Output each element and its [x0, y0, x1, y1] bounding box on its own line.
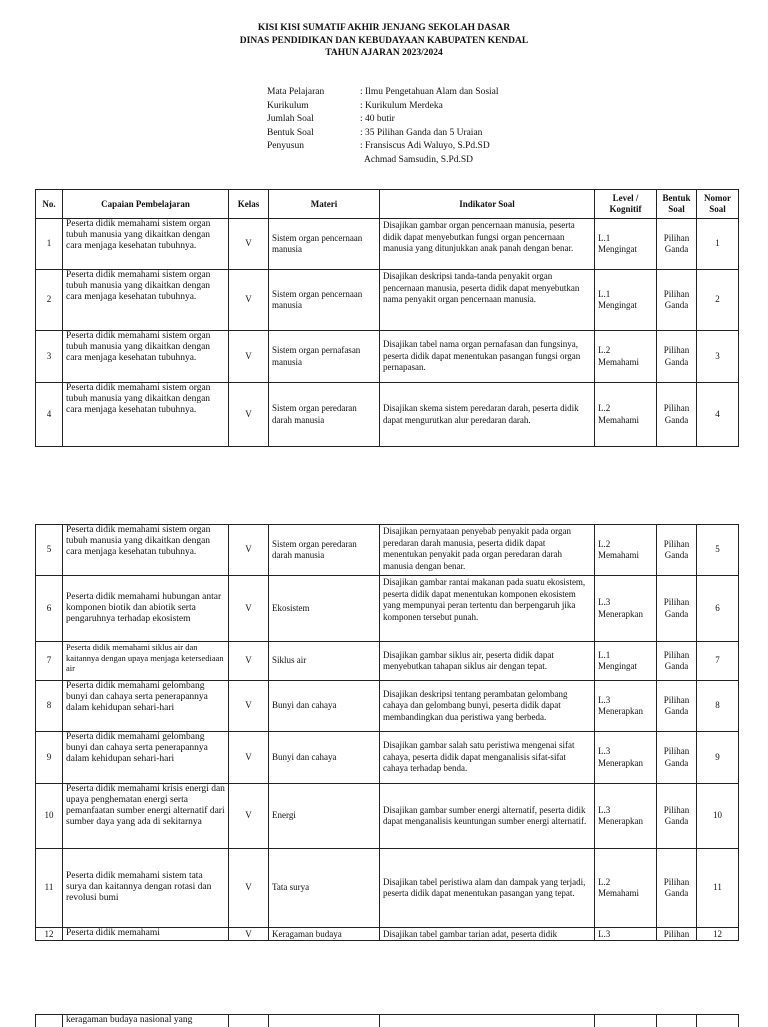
- table-row: [36, 928, 739, 941]
- cell-level-code: L.2: [598, 538, 611, 549]
- cell-level-code: L.3: [598, 694, 611, 705]
- cell-bentuk-line2: Ganda: [664, 608, 689, 619]
- cell-level: [595, 642, 657, 681]
- cell-nomor: 6: [697, 576, 739, 642]
- cell-capaian: Peserta didik memahami sistem organ tubuh manusia yang dikaitkan dengan cara menjaga kesehatan tubuhnya.: [63, 270, 229, 331]
- cell-materi: Tata surya: [269, 849, 380, 928]
- cell-bentuk: [657, 1015, 697, 1027]
- cell-bentuk: [657, 219, 697, 270]
- kisi-kisi-table: [35, 189, 739, 447]
- cell-materi: Bunyi dan cahaya: [269, 681, 380, 732]
- cell-materi: Sistem organ peredaran darah manusia: [269, 525, 380, 576]
- cell-level-code: L.1: [598, 288, 611, 299]
- col-header-kelas: Kelas: [229, 190, 269, 219]
- cell-level-name: Menerapkan: [598, 757, 643, 768]
- table-row: [36, 331, 739, 383]
- cell-level: [595, 576, 657, 642]
- cell-nomor: 4: [697, 383, 739, 447]
- table-row: [36, 383, 739, 447]
- cell-bentuk-line1: Pilihan: [663, 538, 690, 549]
- cell-capaian: Peserta didik memahami sistem organ tubuh manusia yang dikaitkan dengan cara menjaga kesehatan tubuhnya.: [63, 383, 229, 447]
- cell-indikator: Disajikan gambar sumber energi alternatif, peserta didik dapat menganalisis keuntungan sumber energi alternatif.: [380, 784, 595, 849]
- cell-materi: Ekosistem: [269, 576, 380, 642]
- cell-level-name: Memahami: [598, 550, 639, 560]
- info-row: [267, 100, 499, 114]
- cell-materi: Siklus air: [269, 642, 380, 681]
- col-header-materi: Materi: [269, 190, 380, 219]
- table-row: [36, 849, 739, 928]
- cell-indikator: Disajikan gambar organ pencernaan manusia, peserta didik dapat menyebutkan fungsi organ pencernaan manusia yang ditunjukkan anak panah dengan benar.: [380, 219, 595, 270]
- cell-nomor: 5: [697, 525, 739, 576]
- col-header-nomor-line1: Nomor: [704, 193, 731, 203]
- cell-capaian: Peserta didik memahami gelombang bunyi dan cahaya serta penerapannya dalam kehidupan sehari-hari: [63, 732, 229, 784]
- info-value-continued: Achmad Samsudin, S.Pd.SD: [364, 154, 473, 165]
- document-header: [0, 22, 768, 60]
- info-label: Mata Pelajaran: [267, 87, 325, 97]
- cell-level-code: L.2: [598, 403, 611, 413]
- cell-bentuk-line2: Ganda: [664, 661, 689, 671]
- cell-bentuk-line2: Ganda: [664, 757, 689, 768]
- cell-bentuk-line1: Pilihan: [663, 597, 690, 607]
- cell-indikator: Disajikan skema sistem peredaran darah, peserta didik dapat mengurutkan alur peredaran darah.: [380, 383, 595, 447]
- cell-bentuk: [657, 642, 697, 681]
- cell-level: [595, 383, 657, 447]
- cell-level-code: L.3: [598, 804, 611, 815]
- cell-no: 4: [36, 383, 63, 447]
- cell-nomor: 12: [697, 928, 739, 941]
- cell-capaian: Peserta didik memahami sistem organ tubuh manusia yang dikaitkan dengan cara menjaga kesehatan tubuhnya.: [63, 525, 229, 576]
- cell-level: [595, 681, 657, 732]
- col-header-indikator: Indikator Soal: [380, 190, 595, 219]
- cell-no: 7: [36, 642, 63, 681]
- info-value: : Ilmu Pengetahuan Alam dan Sosial: [360, 87, 499, 97]
- cell-kelas: V: [229, 642, 269, 681]
- cell-level: [595, 849, 657, 928]
- cell-materi: Sistem organ pencernaan manusia: [269, 219, 380, 270]
- table-row: [36, 784, 739, 849]
- info-label: Penyusun: [267, 141, 304, 151]
- cell-level-name: Memahami: [598, 414, 639, 425]
- cell-nomor: 3: [697, 331, 739, 383]
- cell-kelas: V: [229, 383, 269, 447]
- cell-bentuk-line1: Pilihan: [663, 345, 690, 355]
- kisi-kisi-table-next-page: [35, 1014, 739, 1027]
- cell-level-name: Menerapkan: [598, 608, 643, 619]
- cell-bentuk-line2: Ganda: [664, 414, 689, 425]
- cell-level-code: L.3: [598, 746, 611, 756]
- cell-no: 1: [36, 219, 63, 270]
- cell-no: 11: [36, 849, 63, 928]
- cell-bentuk: [657, 270, 697, 331]
- info-label: Kurikulum: [267, 100, 309, 111]
- cell-level: [595, 1015, 657, 1027]
- cell-no: 12: [36, 928, 63, 941]
- cell-nomor: 2: [697, 270, 739, 331]
- cell-materi: Sistem organ peredaran darah manusia: [269, 383, 380, 447]
- cell-kelas: V: [229, 928, 269, 941]
- cell-level: [595, 525, 657, 576]
- cell-nomor: 1: [697, 219, 739, 270]
- cell-indikator: Disajikan deskripsi tanda-tanda penyakit organ pencernaan manusia, peserta didik dapat menyebutkan nama penyakit organ pencernaan manusia.: [380, 270, 595, 331]
- cell-bentuk-line1: Pilihan: [663, 928, 690, 939]
- info-label: Jumlah Soal: [267, 114, 314, 124]
- cell-capaian: keragaman budaya nasional yang: [63, 1015, 229, 1027]
- cell-level-code: L.2: [598, 345, 611, 355]
- cell-no: 3: [36, 331, 63, 383]
- cell-level-name: Menerapkan: [598, 706, 643, 716]
- cell-indikator: Disajikan deskripsi tentang perambatan gelombang cahaya dan gelombang bunyi, peserta didik dapat membandingkan dua peristiwa yang berbeda.: [380, 681, 595, 732]
- cell-kelas: V: [229, 732, 269, 784]
- cell-indikator: Disajikan tabel nama organ pernafasan dan fungsinya, peserta didik dapat menentukan pasangan fungsi organ pernapasan.: [380, 331, 595, 383]
- cell-materi: Keragaman budaya: [269, 928, 380, 941]
- cell-kelas: V: [229, 576, 269, 642]
- col-header-nomor-line2: Soal: [709, 204, 726, 214]
- info-row: [267, 86, 499, 100]
- cell-indikator: [380, 1015, 595, 1027]
- cell-bentuk-line2: Ganda: [664, 706, 689, 716]
- cell-bentuk-line2: Ganda: [664, 550, 689, 560]
- col-header-bentuk-line2: Soal: [668, 204, 685, 214]
- cell-kelas: V: [229, 219, 269, 270]
- cell-kelas: [229, 1015, 269, 1027]
- cell-capaian: Peserta didik memahami siklus air dan kaitannya dengan upaya menjaga ketersediaan air: [63, 642, 229, 681]
- cell-nomor: 7: [697, 642, 739, 681]
- cell-no: 6: [36, 576, 63, 642]
- cell-kelas: V: [229, 681, 269, 732]
- table-row: [36, 681, 739, 732]
- cell-kelas: V: [229, 849, 269, 928]
- cell-bentuk-line1: Pilihan: [663, 804, 690, 815]
- info-value: : Fransiscus Adi Waluyo, S.Pd.SD: [360, 141, 490, 151]
- cell-level-name: Mengingat: [598, 300, 637, 310]
- cell-capaian: Peserta didik memahami: [63, 928, 229, 941]
- cell-bentuk: [657, 681, 697, 732]
- cell-materi: Sistem organ pernafasan manusia: [269, 331, 380, 383]
- cell-nomor: 9: [697, 732, 739, 784]
- cell-bentuk-line1: Pilihan: [663, 876, 690, 887]
- col-header-bentuk: [657, 190, 697, 219]
- cell-materi: [269, 1015, 380, 1027]
- cell-level-code: L.2: [598, 876, 611, 887]
- col-header-level-line2: Kognitif: [609, 204, 642, 214]
- cell-bentuk: [657, 849, 697, 928]
- cell-bentuk-line2: Ganda: [664, 300, 689, 310]
- info-value: : 40 butir: [360, 114, 395, 124]
- table-row: [36, 525, 739, 576]
- cell-bentuk: [657, 383, 697, 447]
- cell-nomor: 8: [697, 681, 739, 732]
- table-header-row: [36, 190, 739, 219]
- document-info: [267, 86, 499, 167]
- cell-no: 9: [36, 732, 63, 784]
- cell-kelas: V: [229, 525, 269, 576]
- cell-bentuk-line1: Pilihan: [663, 694, 690, 705]
- table-row: [36, 1015, 739, 1027]
- header-title: KISI KISI SUMATIF AKHIR JENJANG SEKOLAH DASAR: [257, 23, 511, 33]
- cell-indikator: Disajikan tabel gambar tarian adat, peserta didik: [380, 928, 595, 941]
- cell-indikator: Disajikan pernyataan penyebab penyakit pada organ peredaran darah manusia, peserta didik dapat menentukan penyakit pada organ peredaran darah manusia dengan benar.: [380, 525, 595, 576]
- cell-bentuk: [657, 928, 697, 941]
- cell-bentuk: [657, 732, 697, 784]
- cell-kelas: V: [229, 270, 269, 331]
- table-row: [36, 576, 739, 642]
- cell-level-name: Mengingat: [598, 661, 637, 671]
- cell-capaian: Peserta didik memahami sistem organ tubuh manusia yang dikaitkan dengan cara menjaga kesehatan tubuhnya.: [63, 219, 229, 270]
- col-header-no: No.: [36, 190, 63, 219]
- cell-level: [595, 270, 657, 331]
- cell-bentuk: [657, 525, 697, 576]
- cell-capaian: Peserta didik memahami sistem tata surya dan kaitannya dengan rotasi dan revolusi bumi: [63, 849, 229, 928]
- cell-level: [595, 219, 657, 270]
- info-row: [267, 127, 499, 141]
- cell-no: 2: [36, 270, 63, 331]
- cell-nomor: 10: [697, 784, 739, 849]
- cell-capaian: Peserta didik memahami krisis energi dan upaya penghematan energi serta pemanfaatan sumber energi alternatif dari sumber daya yang ada di sekitarnya: [63, 784, 229, 849]
- cell-indikator: Disajikan gambar rantai makanan pada suatu ekosistem, peserta didik dapat menentukan komponen ekosistem yang mempunyai peran tertentu dan berpengaruh jika komponen tersebut punah.: [380, 576, 595, 642]
- header-agency: DINAS PENDIDIKAN DAN KEBUDAYAAN KABUPATEN KENDAL: [239, 35, 529, 46]
- cell-level-name: Menerapkan: [598, 816, 643, 826]
- cell-level-name: Memahami: [598, 888, 639, 898]
- kisi-kisi-table-continued: [35, 524, 739, 941]
- cell-bentuk: [657, 576, 697, 642]
- col-header-level: [595, 190, 657, 219]
- cell-materi: Sistem organ pencernaan manusia: [269, 270, 380, 331]
- table-row: [36, 732, 739, 784]
- cell-level-name: Mengingat: [598, 244, 637, 254]
- cell-kelas: V: [229, 784, 269, 849]
- cell-bentuk-line1: Pilihan: [663, 232, 690, 243]
- cell-materi: Energi: [269, 784, 380, 849]
- cell-bentuk-line2: Ganda: [664, 816, 689, 826]
- cell-indikator: Disajikan tabel peristiwa alam dan dampak yang terjadi, peserta didik dapat menentukan pasangan yang tepat.: [380, 849, 595, 928]
- cell-indikator: Disajikan gambar siklus air, peserta didik dapat menyebutkan tahapan siklus air dengan tepat.: [380, 642, 595, 681]
- info-row: [267, 113, 499, 127]
- cell-no: [36, 1015, 63, 1027]
- info-label: Bentuk Soal: [267, 127, 314, 138]
- cell-level: [595, 928, 657, 941]
- info-value: : Kurikulum Merdeka: [360, 100, 443, 111]
- cell-bentuk: [657, 784, 697, 849]
- cell-no: 8: [36, 681, 63, 732]
- info-row: [267, 140, 499, 154]
- cell-nomor: 11: [697, 849, 739, 928]
- col-header-bentuk-line1: Bentuk: [662, 193, 691, 203]
- cell-no: 10: [36, 784, 63, 849]
- cell-bentuk-line1: Pilihan: [663, 403, 690, 413]
- cell-level-code: L.1: [598, 232, 611, 243]
- col-header-level-line1: Level /: [612, 193, 639, 203]
- cell-materi: Bunyi dan cahaya: [269, 732, 380, 784]
- table-row: [36, 219, 739, 270]
- cell-level-name: Memahami: [598, 356, 639, 367]
- cell-indikator: Disajikan gambar salah satu peristiwa mengenai sifat cahaya, peserta didik dapat menganalisis sifat-sifat cahaya terhadap benda.: [380, 732, 595, 784]
- cell-bentuk: [657, 331, 697, 383]
- header-year: TAHUN AJARAN 2023/2024: [325, 48, 443, 58]
- cell-level-code: L.3: [598, 597, 611, 607]
- cell-bentuk-line2: Ganda: [664, 356, 689, 367]
- cell-bentuk-line2: Ganda: [664, 244, 689, 254]
- cell-level: [595, 331, 657, 383]
- cell-level: [595, 732, 657, 784]
- info-value: : 35 Pilihan Ganda dan 5 Uraian: [360, 127, 483, 138]
- cell-nomor: [697, 1015, 739, 1027]
- col-header-nomor: [697, 190, 739, 219]
- cell-bentuk-line1: Pilihan: [663, 649, 690, 660]
- cell-capaian: Peserta didik memahami sistem organ tubuh manusia yang dikaitkan dengan cara menjaga kesehatan tubuhnya.: [63, 331, 229, 383]
- cell-bentuk-line1: Pilihan: [663, 288, 690, 299]
- cell-bentuk-line1: Pilihan: [663, 746, 690, 756]
- col-header-capaian: Capaian Pembelajaran: [63, 190, 229, 219]
- cell-level: [595, 784, 657, 849]
- cell-level-code: L.3: [598, 928, 611, 939]
- cell-level-code: L.1: [598, 649, 611, 660]
- cell-capaian: Peserta didik memahami gelombang bunyi dan cahaya serta penerapannya dalam kehidupan sehari-hari: [63, 681, 229, 732]
- cell-bentuk-line2: Ganda: [664, 888, 689, 898]
- cell-no: 5: [36, 525, 63, 576]
- table-row: [36, 642, 739, 681]
- table-row: [36, 270, 739, 331]
- cell-capaian: Peserta didik memahami hubungan antar komponen biotik dan abiotik serta pengaruhnya terhadap ekosistem: [63, 576, 229, 642]
- cell-kelas: V: [229, 331, 269, 383]
